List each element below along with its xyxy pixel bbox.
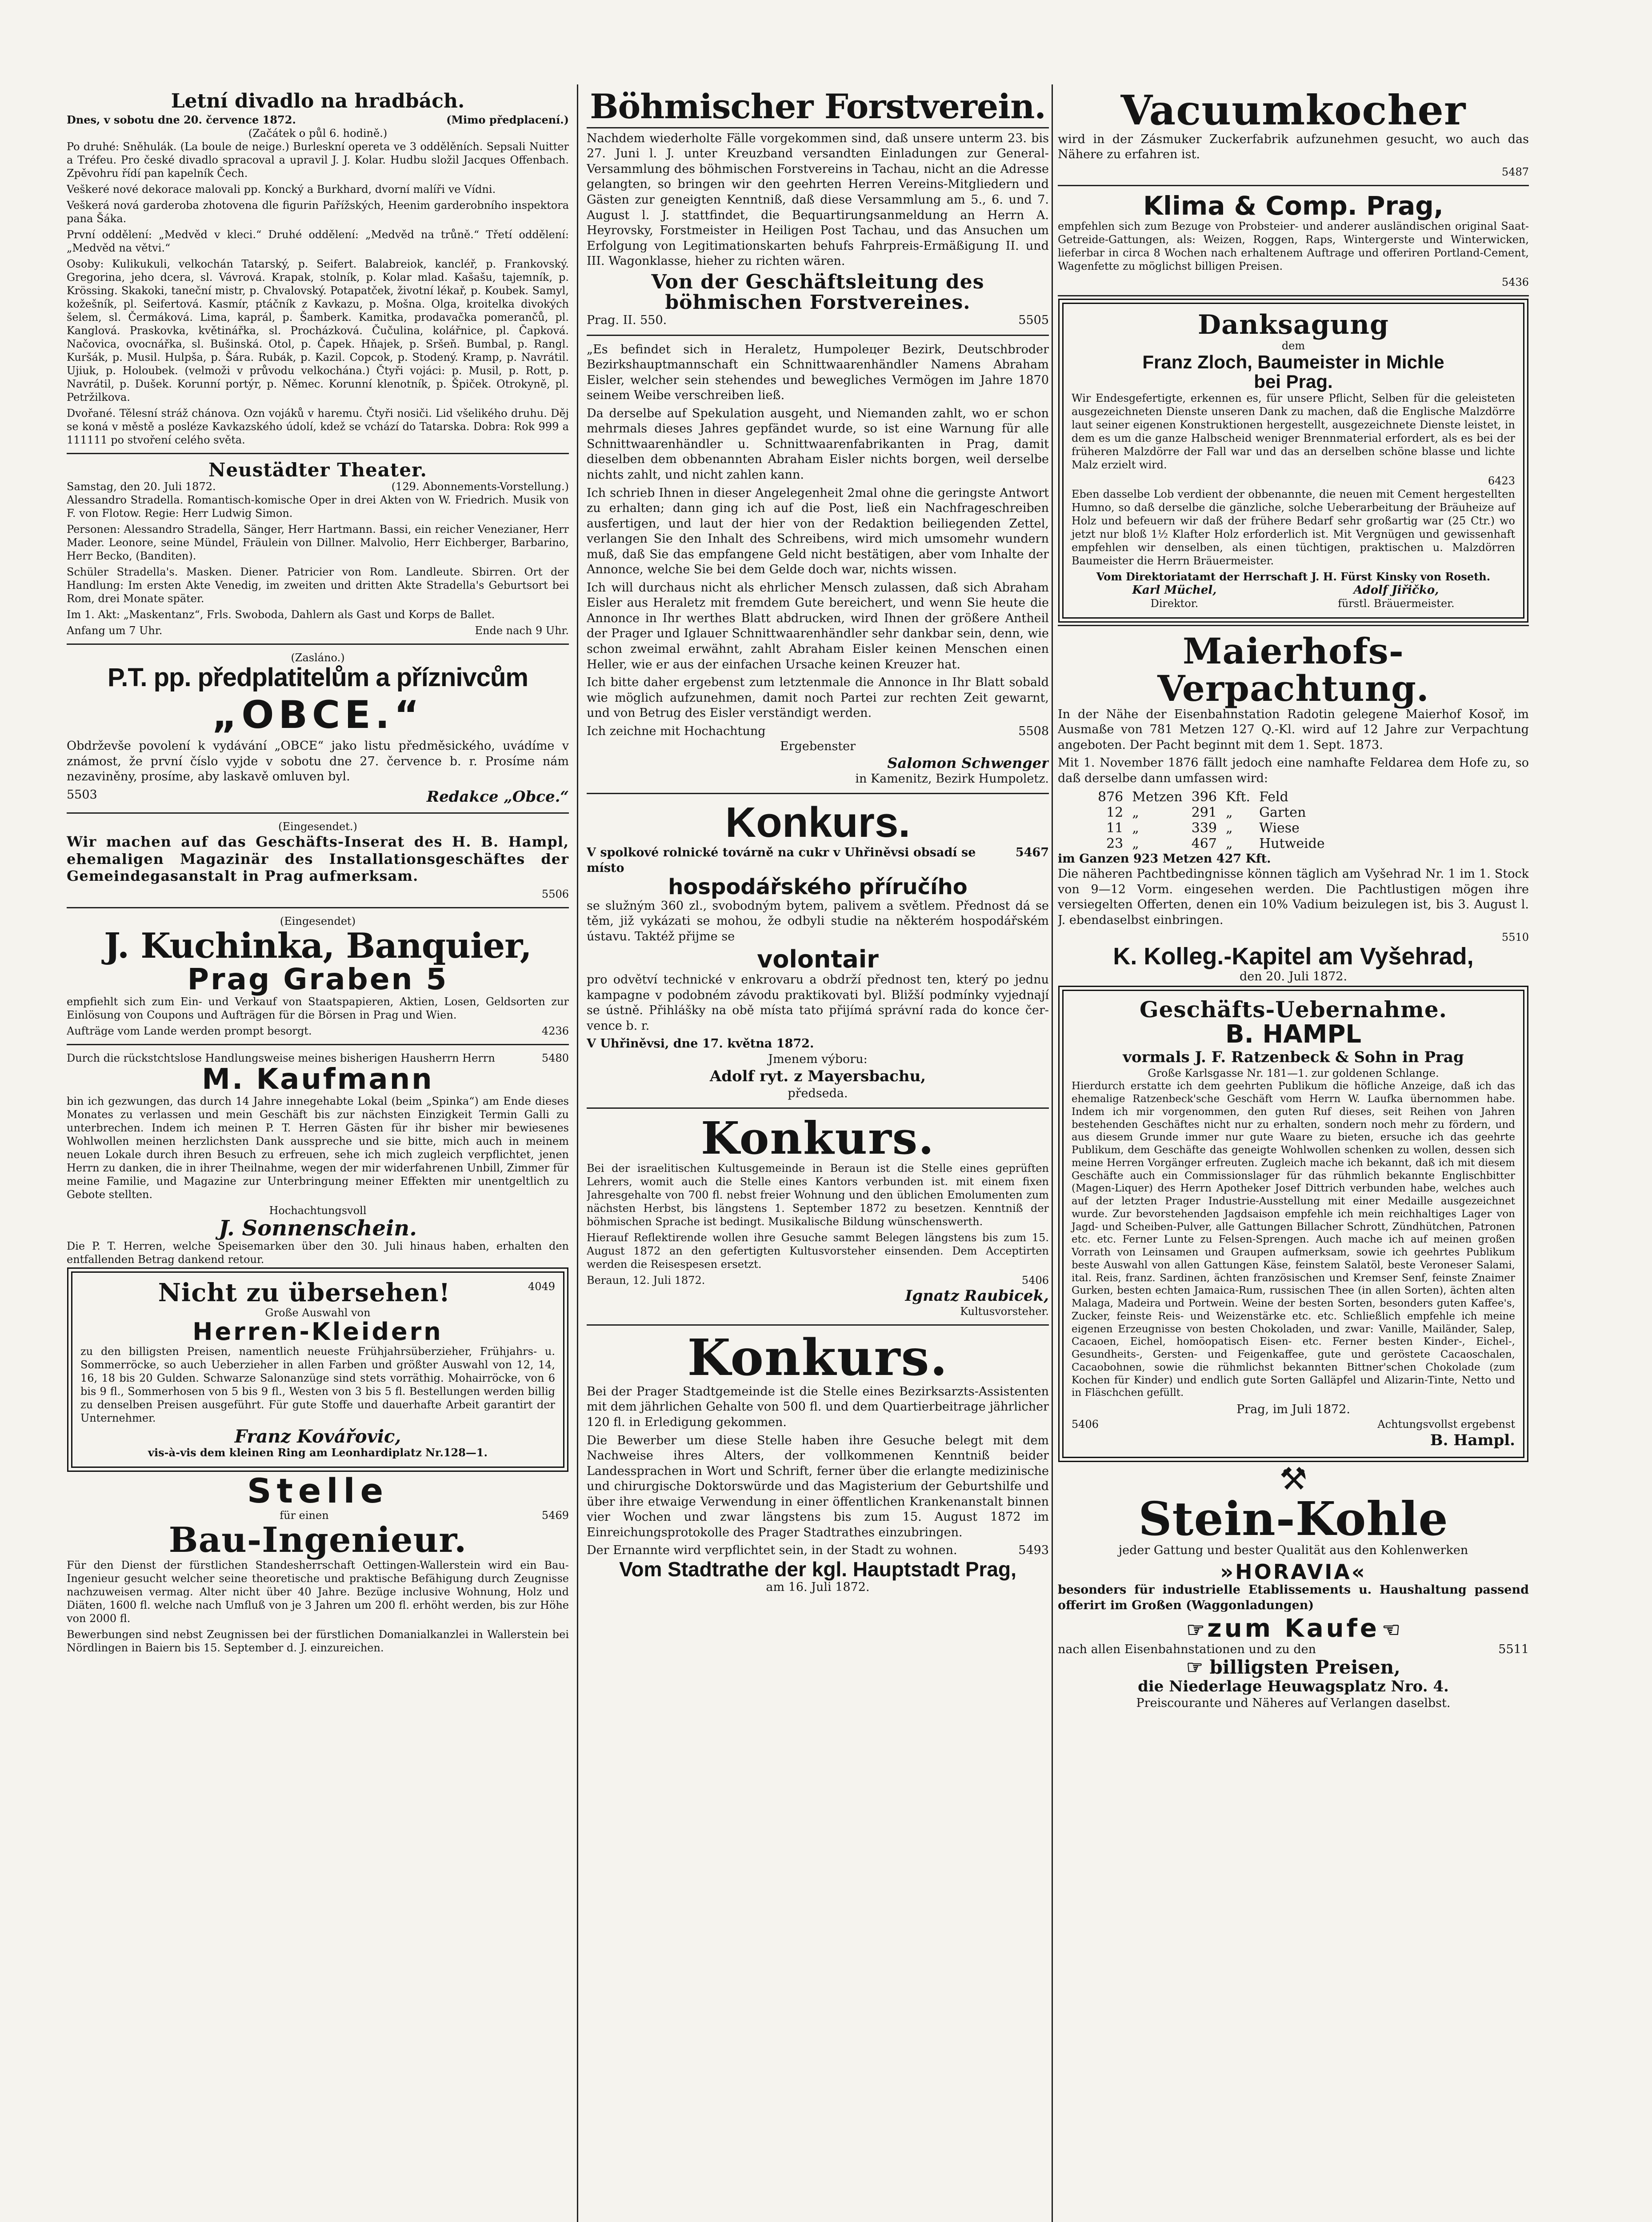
date: V Uhřiněvsi, dne 17. května 1872. — [587, 1037, 814, 1051]
ad-title: Stein-Kohle — [1138, 1491, 1448, 1547]
divider — [67, 812, 569, 814]
body: Bei der Prager Stadtgemeinde ist die Stelle eines Bezirksarzts-Assistenten mit dem jährlichen Gehalte von 500 fl. und dem Quartierbeitrage jährlicher 120 fl. in Erledigung gekommen. — [587, 1384, 1049, 1430]
area-cell: „ — [1132, 835, 1139, 851]
ad-title: Konkurs. — [725, 799, 911, 847]
ad-title: Danksagung — [1198, 309, 1389, 340]
greeting: Hochachtungsvoll — [269, 1204, 367, 1217]
ad-vacuumkocher — [1058, 89, 1529, 179]
ad-stein-kohle — [1058, 1463, 1529, 1711]
body-3: nach allen Eisenbahnstationen und zu den — [1058, 1642, 1316, 1656]
divider — [1058, 295, 1529, 296]
column-3 — [1058, 89, 1529, 2222]
signature: B. Hampl. — [1430, 1431, 1515, 1449]
ad-forstverein — [587, 89, 1049, 328]
headline: P.T. pp. předplatitelům a příznivcům — [108, 663, 528, 692]
ad-title: Vacuumkocher — [1120, 89, 1466, 134]
date: den 20. Juli 1872. — [1239, 969, 1348, 983]
persons: Personen: Alessandro Stradella, Sänger, Herr Hartmann. Bassi, ein reicher Venezianer, Herr Mader. Leonore, seine Mündel, Fräulein von Dillner. Malvolio, Herr Eichberger, Barbarino, Herr Becko, (Banditen). — [67, 523, 569, 563]
ad-number: 5508 — [1018, 724, 1049, 738]
divider — [67, 1044, 569, 1045]
start-time: (Začátek o půl 6. hodině.) — [248, 127, 388, 140]
body: Bei der israelitischen Kultusgemeinde in Beraun ist die Stelle eines geprüften Lehrers, womit auch die Stelle eines Kantors verbunden ist. mit einem fixen Jahresgehalte von 700 fl. nebst freier Wohnung und den üblichen Emolumenten zum nächsten Herbst, bis längstens 1. September 1872 zu besetzen. Kenntniß der böhmischen Sprache ist bedingt. Musikalische Bildung wünschenswerth. — [587, 1162, 1049, 1228]
end: Ende nach 9 Uhr. — [475, 624, 569, 637]
signature: Salomon Schwenger — [887, 754, 1049, 771]
body-2: besonders für industrielle Etablissements u. Haushaltung passend offerirt im Großen (Waggonladungen) — [1058, 1583, 1529, 1612]
lead: V spolkové rolnické továrně na cukr v Uhřiněvsi obsadí se místo — [587, 846, 976, 875]
area-cell: „ — [1225, 820, 1233, 836]
area-row — [1093, 836, 1329, 851]
ad-number: 5493 — [1018, 1543, 1049, 1558]
decor-note: Veškeré nové dekorace malovali pp. Koncký a Burkhard, dvorní malíři ve Vídni. — [67, 183, 496, 196]
address: vis-à-vis dem kleinen Ring am Leonhardiplatz Nr.128—1. — [148, 1446, 488, 1459]
date-line: Dnes, v sobotu dne 20. července 1872. — [67, 113, 296, 126]
body-2: Da derselbe auf Spekulation ausgeht, und Niemanden zahlt, wo er schon mehrmals dieses Jahres gepfändet wurde, so ist eine Warnung für alle Schnittwaarenhändler u. Schnittwaarenfabrikanten in Prag, damit dieselben dem obbenannten Abraham Eisler nichts borgen, weil derselbe nichts zahlt, und nicht zahlen kann. — [587, 406, 1049, 482]
note: Die P. T. Herren, welche Speisemarken über den 30. Juli hinaus haben, erhalten den entfallenden Betrag dankend retour. — [67, 1240, 569, 1266]
body-2: pro odvětví technické v enkrovaru a obdrží přednost ten, který po jednu kampagne v podobném závodu praktikovati byl. Bližší podmínky vyjednají se ústně. Přihlášky na obě místa tato přijímá správní rada do konce čer- vence b. r. — [587, 973, 1049, 1033]
column-2 — [587, 89, 1049, 2222]
crossed-hammers-icon: ⚒ — [1279, 1461, 1308, 1498]
note: Der Ernannte wird verpflichtet sein, in der Stadt zu wohnen. — [587, 1543, 957, 1558]
mine: »HORAVIA« — [1220, 1559, 1367, 1584]
area-cell: Garten — [1259, 804, 1306, 820]
area-cell: Wiese — [1259, 820, 1300, 836]
from: K. Kolleg.-Kapitel am Vyšehrad, — [1113, 943, 1474, 970]
play-intro: Po druhé: Sněhulák. (La boule de neige.) Burleskní opereta ve 3 oddělěních. Sepsali Nuitter a Tréfeu. Pro české divadlo spracoval a upravil J. J. Kolar. Hudbu složil Jacques Offenbach. Zpěvohru řídí pan kapelník Čech. — [67, 140, 569, 180]
place: Prag. II. 550. — [587, 313, 667, 328]
body: Wir Endesgefertigte, erkennen es, für unsere Pflicht, Selben für die geleisteten ausgezeichneten Dienste unseren Dank zu machen, daß die Englische Malzdörre laut seiner eigenen Konstruktionen hergestellt, ausgezeichnete Dienste leistet, in dem es um die ganze Halbscheid weniger Brennmaterial erfordert, als es bei der früheren Malzdörre der Fall war und das an derselben schöne blasse und lichte Malz erzielt wird. — [1072, 392, 1515, 471]
name: J. Kuchinka, Banquier, — [104, 925, 532, 966]
signature: Redakce „Obce.“ — [426, 787, 569, 806]
ad-number: 5436 — [1501, 276, 1529, 288]
name: B. HAMPL — [1225, 1019, 1362, 1049]
dem: dem — [1281, 339, 1305, 352]
area-cell: „ — [1132, 820, 1139, 836]
ad-konkurs-beraun — [587, 1112, 1049, 1318]
ad-number: 5506 — [541, 887, 569, 900]
for: für einen — [280, 1509, 329, 1522]
signature: Ignatz Raubicek, — [905, 1287, 1049, 1305]
area-cell: Feld — [1259, 789, 1288, 805]
ad-number: 5467 — [1015, 846, 1049, 860]
ad-herren-kleider — [71, 1271, 564, 1467]
abo: (129. Abonnements-Vorstellung.) — [391, 480, 569, 493]
ad-obce — [67, 651, 569, 806]
area-cell: 396 — [1191, 789, 1217, 805]
extra-note: Dvořané. Tělesní stráž chánova. Ozn vojáků v haremu. Čtyři nosiči. Lid všelikého druhu. Děj se koná v městě a posléze Kavkazského údolí, kdež se vchází do Tatarska. Dobra: Rok 999 a 111111 po stvoření celého světa. — [67, 407, 569, 446]
ad-number: 5503 — [67, 787, 97, 802]
ad-number: 5510 — [1501, 931, 1529, 944]
ad-number: 5469 — [541, 1509, 569, 1522]
date: am 16. Juli 1872. — [766, 1580, 870, 1595]
tag: (Eingesendet) — [280, 915, 356, 927]
ad-neustaedter-theater — [67, 460, 569, 637]
area-cell: Metzen — [1132, 789, 1183, 805]
depot: die Niederlage Heuwagsplatz Nro. 4. — [1138, 1677, 1449, 1695]
area-cell: „ — [1225, 804, 1233, 820]
cast-list: Osoby: Kulikukuli, velkochán Tatarský, p. Seifert. Balabreiok, kancléř, p. Frankovský. Gregorina, jeho dcera, sl. Vávrová. Krapak, stolník, p. Kolar mlad. Kašašu, tajemník, p. Krössing. Skakoki, taneční mistr, p. Chvalovský. Potapatček, životní lékař, p. Koubek. Samyl, kožešník, pl. Seifertová. Kasmír, ptáčník z Kavkazu, p. Mošna. Olga, kroitelka divokých šelem, sl. Čermáková. Lima, kaprál, p. Šamberk. Kamitka, prodavačka pomerančů, pl. Kanglová. Praskovka, květinářka, sl. Procházková. Čučulina, kolářnice, pl. Čapková. Načovica, ovocnářka, sl. Bušinská. Otol, p. Čapek. Hňajek, p. Sršeň. Bumbal, p. Rangl. Kuršák, p. Musil. Hulpša, p. Šára. Rubák, p. Kazil. Copcok, p. Stodený. Kramp, p. Navrátil. Ujiuk, p. Holoubek. (velmoži v průvodu velkochána.) Čtyři vojáci: p. Musil, p. Rott, p. Navrátil, p. Dušek. Korunní portýr, p. Němec. Korunní klenotník, p. Špiček. Otrokyně, pl. Petržilkova. — [67, 258, 569, 404]
ad-danksagung — [1062, 303, 1524, 619]
ad-konkurs-uhrineves — [587, 800, 1049, 1101]
area-cell: 876 — [1098, 789, 1124, 805]
ad-title: Letní divadlo na hradbách. — [171, 90, 465, 112]
greeting: Achtungsvollst ergebenst — [1377, 1418, 1515, 1431]
ergeb: Ergebenster — [780, 739, 856, 754]
place: in Kamenitz, Bezirk Humpoletz. — [855, 771, 1049, 786]
play: Alessandro Stradella. Romantisch-komische Oper in drei Akten von W. Friedrich. Musik von F. von Flotow. Regie: Herr Ludwig Simon. — [67, 494, 569, 520]
column-rule-2 — [1052, 84, 1053, 2222]
divider — [587, 1324, 1049, 1326]
ad-summer-theatre — [67, 89, 569, 447]
by: Jmenem výboru: — [768, 1052, 868, 1066]
sub: Große Auswahl von — [265, 1307, 371, 1319]
ad-maierhof — [1058, 632, 1529, 985]
ad-kaufmann — [67, 1051, 569, 1267]
greeting: Ich zeichne mit Hochachtung — [587, 724, 766, 738]
body-3: Die näheren Pachtbedingnisse können täglich am Vyšehrad Nr. 1 im 1. Stock von 9—12 Vorm. eingesehen werden. Die Pachtlustigen mögen ihre versiegelten Offerten, denen ein 10% Vadium beizulegen ist, bis 3. August l. J. ebendaselbst einbringen. — [1058, 867, 1529, 927]
signature: Vom Stadtrathe der kgl. Hauptstadt Prag, — [619, 1557, 1016, 1581]
intro: Durch die rückstchtslose Handlungsweise meines bisherigen Hausherrn Herrn — [67, 1051, 495, 1064]
ad-number: 5480 — [541, 1051, 569, 1064]
area-cell: 23 — [1106, 835, 1124, 851]
divider — [1058, 185, 1529, 186]
divider — [587, 793, 1049, 794]
divider — [67, 907, 569, 908]
ad-number: 5487 — [1501, 165, 1529, 178]
ad-number: 5406 — [1072, 1418, 1099, 1431]
body: se služným 360 zl., svobodným bytem, palivem a světlem. Přednost dá se těm, již vykázati se mohou, že odbyli studie na některém hospodářském ústavu. Taktéž přijme se — [587, 899, 1049, 943]
from: Von der Geschäftsleitung des böhmischen Forstvereines. — [651, 270, 984, 314]
text: Wir machen auf das Geschäfts-Inserat des H. B. Hampl, ehemaligen Magazinär des Installationsgeschäftes der Gemeindegasanstalt in Prag aufmerksam. — [67, 833, 569, 885]
signature-2: Adolf Jiřičko, — [1353, 583, 1439, 597]
ad-number: 4236 — [541, 1024, 569, 1037]
body-1: „Es befindet sich in Heraletz, Humpoleцer Bezirk, Deutschbroder Bezirkshauptmannschaft ein Schnittwaarenhändler Namens Abraham Eisler, welcher sein stehendes und bewegliches Vermögen im Jahre 1870 seinem Weibe verschreiben ließ. — [587, 342, 1049, 403]
body: empfehlen sich zum Bezuge von Probsteier- und anderer ausländischen original Saat-Getreide-Gattungen, als: Weizen, Roggen, Raps, Wintergerste und Winterwicken, lieferbar in circa 8 Wochen nach erhaltenem Auftrage und offeriren Portland-Cement, Wagenfette zu möglichst billigen Preisen. — [1058, 220, 1529, 272]
act1: Im 1. Akt: „Maskentanz“, Frls. Swoboda, Dahlern als Gast und Korps de Ballet. — [67, 608, 495, 621]
post-2: volontair — [757, 945, 879, 974]
post: hospodářského příručího — [668, 875, 968, 900]
ad-number: 6423 — [1488, 474, 1515, 487]
address: Prag Graben 5 — [187, 962, 448, 997]
body: zu den billigsten Preisen, namentlich neueste Frühjahrsüberzieher, Frühjahrs- u. Sommerröcke, so auch Ueberzieher in allen Farben und größter Auswahl von 12, 14, 16, 18 bis 20 Gulden. Schwarze Salonanzüge sind stets vorräthig. Mohairröcke, von 6 bis 9 fl., Sommerhosen von 5 bis 9 fl., Westen von 3 bis 5 fl. Bestellungen werden billig zu denselben Preisen ausgeführt. Für gute Stoffe und dauerhafte Arbeit garantirt der Unternehmer. — [80, 1345, 555, 1424]
acts-note: První oddělení: „Medvěd v kleci.“ Druhé oddělení: „Medvěd na trůně.“ Třetí oddělení: „Medvěd na větvi.“ — [67, 228, 569, 254]
ad-number: 5505 — [1018, 313, 1049, 328]
area-cell: 339 — [1191, 820, 1217, 836]
name: Franz Zloch, Baumeister in Michle — [1142, 351, 1444, 372]
formerly: vormals J. F. Ratzenbeck & Sohn in Prag — [1123, 1048, 1464, 1066]
area-cell: Hutweide — [1259, 835, 1325, 851]
apply: Die Bewerber um diese Stelle haben ihre Gesuche belegt mit dem Nachweise ihres Alters, der vollkommenen Kenntniß beider Landessprachen in Wort und Schrift, ferner über die erlangte medizinische und chirurgische Doktorswürde und das Magisterium der Geburtshilfe und über ihre etwaige Verwendung in einer öffentlichen Krankenanstalt binnen vier Wochen und zwar längstens bis zum 15. August 1872 im Einreichungsprotokolle des Prager Stadtrathes einzubringen. — [587, 1433, 1049, 1539]
role-2: fürstl. Bräuermeister. — [1338, 597, 1455, 610]
ad-title: Maierhofs-Verpachtung. — [1157, 630, 1429, 709]
divider — [1058, 625, 1529, 626]
ad-title: Neustädter Theater. — [208, 459, 427, 481]
body: Obdrževše povolení k vydávání „OBCE“ jako listu předměsického, uvádíme v známost, že první číslo vyjde v sobotu dne 27. července b. r. Prosíme nám nezaviněny, prosíme, aby laskavě omluven byl. — [67, 739, 569, 784]
signature-1: Karl Müchel, — [1132, 583, 1217, 597]
ad-title: Konkurs. — [701, 1112, 935, 1165]
pointing-hand-icon: ☞ — [1186, 1656, 1203, 1678]
city: bei Prag. — [1254, 371, 1333, 392]
zaslano: (Zasláno.) — [291, 651, 345, 664]
apply: Hierauf Reflektirende wollen ihre Gesuche sammt Belegen längstens bis zum 15. August 1872 an den gefertigten Kultusvorsteher einsenden. Dem Acceptirten werden die Reisespesen ersetzt. — [587, 1231, 1049, 1271]
area-cell: „ — [1132, 804, 1139, 820]
body: wird in der Zásmuker Zuckerfabrik aufzunehmen gesucht, wo auch das Nähere zu erfahren ist. — [1058, 132, 1529, 162]
divider — [587, 1107, 1049, 1109]
role: Kultusvorsteher. — [960, 1305, 1049, 1318]
divider — [67, 453, 569, 454]
ad-konkurs-prag — [587, 1329, 1049, 1595]
address: Große Karlsgasse Nr. 181—1. zur goldenen Schlange. — [1148, 1067, 1439, 1080]
note: Aufträge vom Lande werden prompt besorgt. — [67, 1024, 312, 1037]
date: Beraun, 12. Juli 1872. — [587, 1274, 705, 1287]
ad-title: Klima & Comp. Prag, — [1143, 190, 1444, 221]
body-4: Ich will durchaus nicht als ehrlicher Mensch zulassen, daß sich Abraham Eisler aus Heraletz mit fremdem Gute bereichert, und wenn Sie heute die Annonce in Ihr werthes Blatt abdrucken, wird Ihnen der größere Antheil der Prager und Iglauer Schnittwaarenhändler sehr dankbar sein, denn, wie schon zweimal erwähnt, zahlt Abraham Eisler keinen Menschen einen Heller, wie er aus der einfachen Ursache keinen Kreuzer hat. — [587, 580, 1049, 671]
area-cell: 12 — [1106, 804, 1124, 820]
ad-kuchinka — [67, 915, 569, 1038]
body: Nachdem wiederholte Fälle vorgekommen sind, daß unsere unterm 23. bis 27. Juni l. J. unter Kreuzband versandten Einladungen zur General-Versammlung des böhmischen Forstvereins in Tachau, nicht an die Adresse gelangten, so bringen wir den geehrten Herren Vereins-Mitgliedern und Gästen zur geneigten Kenntniß, daß diese Versammlung am 5., 6. und 7. August l. J. stattfindet, die Bequartirungsanmeldung an Herrn A. Heyrovsky, Forstmeister in Heiligen Post Tachau, und das Ansuchen um Erfolgung von Legitimationskarten behufs Fahrpreis-Ermäßigung II. und III. Wagonklasse, hieher zu richten wären. — [587, 131, 1049, 268]
from: Vom Direktoriatamt der Herrschaft J. H. Fürst Kinsky von Roseth. — [1096, 570, 1491, 583]
ad-title: Konkurs. — [687, 1329, 948, 1387]
area-cell: „ — [1225, 835, 1233, 851]
note-right: (Mimo předplacení.) — [446, 113, 569, 126]
body: jeder Gattung und bester Qualität aus den Kohlenwerken — [1118, 1543, 1468, 1558]
wardrobe-note: Veškerá nová garderoba zhotovena dle figurin Pařížských, Heenim garderobního inspektora pana Šáka. — [67, 199, 569, 225]
ad-title: Geschäfts-Uebernahme. — [1139, 996, 1448, 1023]
role: předseda. — [788, 1086, 848, 1100]
ad-klima — [1058, 192, 1529, 289]
ad-eisler — [587, 342, 1049, 787]
body: Für den Dienst der fürstlichen Standesherrschaft Oettingen-Wallerstein wird ein Bau-Ingenieur gesucht welcher seine theoretische und praktische Befähigung durch Zeugnisse nachzuweisen vermag. Alter nicht über 40 Jahre. Bezüge inclusive Wohnung, Holz und Diäten, 1600 fl. welche nach Umfluß von je 3 Jahren um 200 fl. erhöht werden, bis zur Höhe von 2000 fl. — [67, 1559, 569, 1625]
signature: Franz Kovářovic, — [234, 1426, 401, 1447]
column-rule-1 — [577, 84, 578, 2222]
chorus: Schüler Stradella's. Masken. Diener. Patricier von Rom. Landleute. Sbirren. Ort der Handlung: Im ersten Akte Venedig, im zweiten und dritten Akte Stradella's Geburtsort bei Rom, drei Monate später. — [67, 566, 569, 605]
body: bin ich gezwungen, das durch 14 Jahre innegehabte Lokal (beim „Spinka“) am Ende dieses Monates zu verlassen und mein Geschäft bis zur nächsten Einzigkeit Termin Galli zu unterbrechen. Indem ich meinen P. T. Herren Gästen für ihr bisher mir bewiesenes Wohlwollen meinen herzlichsten Dank ausspreche und sie bitte, mich auch in meinem neuen Lokale durch ihren Besuch zu erfreuen, sehe ich mich zugleich verpflichtet, jenen Herrn zu danken, die in ihrer Theilnahme, wegen der mir widerfahrenen Unbill, Zimmer für meine Familie, und Magazine zur Unterbringung meiner Effekten mir unentgeltlich zu Gebote stellten. — [67, 1095, 569, 1201]
ad-number: 5511 — [1498, 1642, 1529, 1656]
name: M. Kaufmann — [202, 1063, 434, 1096]
ad-title: Stelle — [247, 1471, 389, 1511]
prices: billigsten Preisen, — [1209, 1656, 1400, 1678]
body: In der Nähe der Eisenbahnstation Radotin gelegene Maierhof Kosoř, im Ausmaße von 781 Metzen 127 Q.-Kl. wird auf 12 Jahre zur Verpachtung angeboten. Der Pacht beginnt mit dem 1. Sept. 1873. — [1058, 707, 1529, 752]
ad-number: 4049 — [528, 1280, 555, 1293]
apply: Bewerbungen sind nebst Zeugnissen bei der fürstlichen Domanialkanzlei in Wallerstein bei Nördlingen in Baiern bis 15. September d. J. einzureichen. — [67, 1628, 569, 1654]
body: Hierdurch erstatte ich dem geehrten Publikum die höfliche Anzeige, daß ich das ehemalige Ratzenbeck'sche Geschäft vom Herrn W. Laufka übernommen habe. Indem ich mir vorgenommen, den guten Ruf dieses, seit Reihen von Jahren bestehenden Geschäftes nicht nur zu erhalten, sondern noch mehr zu fördern, und aus diesem Grunde immer nur gute Waare zu bieten, ersuche ich das geehrte Publikum, dem Geschäfte das geneigte Wohlwollen schenken zu wollen, dessen sich meine Herren Vorgänger erfreuten. Zugleich mache ich bekannt, daß ich mit diesem Geschäfte auch ein Commissionslager für das rühmlich bekannte Englischbitter (Magen-Liquer) des Herrn Apotheker Josef Dittrich verbunden habe, welches auch auf der letzten Prager Industrie-Ausstellung mit einer Medaille ausgezeichnet wurde. Zur bevorstehenden Jagdsaison empfehle ich mein reichhaltiges Lager von Jagd- und Scheiben-Pulver, alle Gattungen Billacher Schrott, Zündhütchen, Patronen etc. etc. Ferner Lunte zu Felsen-Sprengen. Auch mache ich auf meinen großen Vorrath von Leinsamen und Graupen aufmerksam, sowie ich geehrtes Publikum beste Auswahl von allen Gattungen Käse, feinstem Salatöl, beste Veroneser Salami, ital. Reis, franz. Sardinen, ächten französischen und Kremser Senf, feinste Znaimer Gurken, besten echten Jamaica-Rum, russischen Thee (in allen Sorten), ächten alten Malaga, Madeira und Portwein. Weine der besten Sorten, besonders guten Kaffee's, Zucker, feinste Reis- und Weizenstärke etc. etc. Schließlich empfehle ich meine eigenen Erzeugnisse von besten Chokoladen, und zwar: Vanille, Mailänder, Salep, Cacaoen, Eichel, homöopatisch Eisen- etc. Ferner besten Kinder-, Eichel-, Gesundheits-, Gersten- und Feigenkaffee, gute und geröstete Cacaoschalen, Cacaobohnen, sowie die rühmlichst bekannten Bittner'schen Chokolade (zum Kochen für Kinder) und endlich gute Sorten Galläpfel und Alizarin-Tinte, Netto und in Fläschchen gefüllt. — [1072, 1080, 1515, 1399]
body-3: Ich schrieb Ihnen in dieser Angelegenheit 2mal ohne die geringste Antwort zu erhalten; dann ging ich auf die Post, ließ ein Nachfrageschreiben ausfertigen, und laut der hier von der Redaktion beiliegenden Zettel, verlangen Sie den Inhalt des Schreibens, wird mich umsomehr wundern muß, daß Sie das empfangene Geld nicht bestätigen, aber vom Inhalte der Annonce, welche Sie bei dem Gelde doch war, nichts wissen. — [587, 486, 1049, 577]
area-row — [1093, 820, 1329, 836]
area-row — [1093, 789, 1329, 805]
role-1: Direktor. — [1150, 597, 1199, 610]
total: im Ganzen 923 Metzen 427 Kft. — [1058, 851, 1271, 866]
start: Anfang um 7 Uhr. — [67, 624, 163, 637]
pointing-hand-icon: ☞ — [1186, 1618, 1205, 1642]
signature: J. Sonnenschein. — [219, 1215, 417, 1241]
area-cell: 291 — [1191, 804, 1217, 820]
divider — [587, 335, 1049, 336]
divider — [587, 127, 1049, 128]
name: „OBCE.“ — [212, 692, 424, 737]
column-1 — [67, 89, 569, 2222]
body-2: Eben dasselbe Lob verdient der obbenannte, die neuen mit Cement hergestellten Humno, so daß derselbe die gänzliche, solche Ueberarbeitung der Bräuheize auf Holz und befeuern wir daß der frühere Bedarf sehr großartig war (25 Ctr.) wo jetzt nur bloß 1½ Klafter Holz erforderlich ist. Mit Vergnügen und gewissenhaft empfehlen wir denselben, als einen tüchtigen, praktischen u. Malzdörren Baumeister die Herrn Bräuermeister. — [1072, 488, 1515, 567]
body: empfiehlt sich zum Ein- und Verkauf von Staatspapieren, Aktien, Losen, Geldsorten zur Einlösung von Coupons und Aufträgen für die Börsen in Prag und Wien. — [67, 995, 569, 1021]
ad-hampl-notice — [67, 820, 569, 900]
ad-stelle — [67, 1473, 569, 1655]
ad-title: Böhmischer Forstverein. — [590, 89, 1046, 126]
kaufe: zum Kaufe — [1207, 1614, 1380, 1643]
date: Prag, im Juli 1872. — [1236, 1403, 1350, 1417]
area-cell: 467 — [1191, 835, 1217, 851]
ad-title: Nicht zu übersehen! — [158, 1278, 451, 1308]
ad-geschaefts-uebernahme — [1062, 990, 1524, 1458]
job: Bau-Ingenieur. — [168, 1519, 467, 1560]
body-5: Ich bitte daher ergebenst zum letztenmale die Annonce in Ihr Blatt sobald wie möglich aufzunehmen, damit noch Partei zur rechten Zeit gewarnt, und von Betrug des Eisler verständigt werden. — [587, 675, 1049, 720]
area-cell: 11 — [1106, 820, 1124, 836]
body-2: Mit 1. November 1876 fällt jedoch eine namhafte Feldarea dem Hofe zu, so daß derselbe dann umfassen wird: — [1058, 756, 1529, 785]
footer: Preiscourante und Näheres auf Verlangen daselbst. — [1136, 1696, 1451, 1710]
area-row — [1093, 805, 1329, 820]
date: Samstag, den 20. Juli 1872. — [67, 480, 216, 493]
name: Herren-Kleidern — [192, 1318, 443, 1346]
tag: (Eingesendet.) — [278, 820, 357, 833]
area-table — [1093, 789, 1329, 851]
pointing-hand-icon: ☜ — [1382, 1618, 1400, 1642]
signature: Adolf ryt. z Mayersbachu, — [709, 1067, 926, 1086]
area-cell: Kft. — [1225, 789, 1251, 805]
ad-number: 5406 — [1021, 1274, 1049, 1287]
divider — [67, 643, 569, 645]
